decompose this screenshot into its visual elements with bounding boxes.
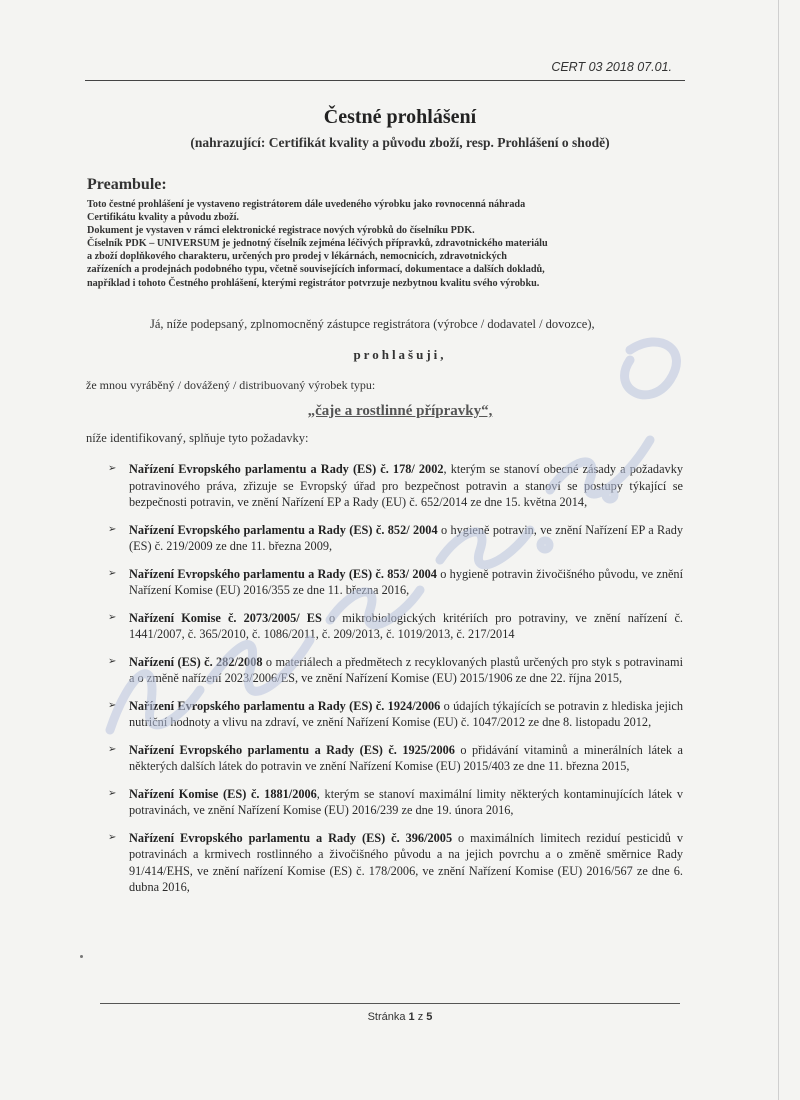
regulation-title: Nařízení Evropského parlamentu a Rady (ES) č. 1924/2006 — [129, 698, 441, 713]
requirements-list — [108, 461, 683, 907]
preamble-line: a zboží doplňkového charakteru, určených pro prodej v lékárnách, nemocnicích, zdravotnických — [87, 251, 507, 263]
regulation-text: o hygieně potravin, ve znění Nařízení EP a Rady (ES) č. 219/2009 ze dne 11. března 2009, — [129, 522, 684, 553]
list-item — [108, 522, 683, 555]
regulation-title: Nařízení Evropského parlamentu a Rady (ES) č. 853/ 2004 — [129, 566, 437, 581]
preamble-line: Toto čestné prohlášení je vystaveno registrátorem dále uvedeného výrobku jako rovnocenná náhrada — [87, 199, 526, 210]
page-label: Stránka — [367, 1011, 406, 1023]
arrow-bullet-icon: ➢ — [108, 523, 117, 535]
arrow-bullet-icon: ➢ — [108, 831, 117, 843]
regulation-title: Nařízení Evropského parlamentu a Rady (ES) č. 396/2005 — [129, 830, 453, 845]
list-item — [108, 786, 683, 819]
regulation-title: Nařízení Komise č. 2073/2005/ ES — [129, 610, 322, 625]
regulation-text: o hygieně potravin živočišného původu, ve znění Nařízení Komise (EU) 2016/355 ze dne 11. března 2016, — [129, 566, 683, 597]
arrow-bullet-icon: ➢ — [108, 463, 117, 474]
regulation-title: Nařízení Evropského parlamentu a Rady (ES) č. 178/ 2002 — [129, 462, 444, 476]
requirements-intro: níže identifikovaný, splňuje tyto požadavky: — [86, 431, 309, 445]
regulation-title: Nařízení Komise (ES) č. 1881/2006 — [129, 786, 317, 801]
regulation-title: Nařízení Evropského parlamentu a Rady (ES) č. 1925/2006 — [129, 742, 455, 757]
preamble-heading: Preambule: — [87, 176, 167, 193]
regulation-text: o údajích týkajících se potravin z hlediska jejich nutriční hodnoty a vlivu na zdraví, ve znění Nařízení Komise (EU) č. 1047/2012 ze dne 8. listopadu 2012, — [129, 698, 683, 729]
page-separator: z — [417, 1011, 424, 1023]
preamble-line: Certifikátu kvality a původu zboží. — [87, 212, 239, 224]
list-item — [108, 698, 683, 731]
list-item — [108, 610, 683, 643]
certificate-code: CERT 03 2018 07.01. — [551, 60, 672, 74]
preamble-line: například i tohoto Čestného prohlášení, kterými registrátor potvrzuje nezbytnou kvalitu svého výrobku. — [87, 277, 540, 289]
product-type-line: že mnou vyráběný / dovážený / distribuovaný výrobek typu: — [86, 378, 376, 392]
arrow-bullet-icon: ➢ — [108, 611, 117, 623]
page-total: 5 — [426, 1011, 433, 1023]
page-current: 1 — [408, 1011, 415, 1023]
list-item — [108, 566, 683, 599]
product-name: „čaje a rostlinné přípravky“, — [307, 403, 493, 419]
regulation-title: Nařízení Evropského parlamentu a Rady (ES) č. 852/ 2004 — [129, 522, 438, 537]
declarant-intro: Já, níže podepsaný, zplnomocněný zástupce registrátora (výrobce / dodavatel / dovozce), — [150, 317, 595, 331]
arrow-bullet-icon: ➢ — [108, 787, 117, 799]
page-number — [0, 1011, 800, 1023]
preamble-line: Dokument je vystaven v rámci elektronické registrace nových výrobků do číselníku PDK. — [87, 225, 475, 237]
regulation-text: o mikrobiologických kritériích pro potraviny, ve znění nařízení č. 1441/2007, č. 365/2010, č. 1086/2011, č. 209/2013, č. 1019/2013, č. 217/2014 — [129, 610, 683, 641]
regulation-text: o materiálech a předmětech z recyklovaných plastů určených pro styk s potravinami a o změně nařízení 2023/2006/ES, ve znění Nařízení Komise (EU) 2015/1906 ze dne 22. října 2015, — [129, 654, 683, 685]
arrow-bullet-icon: ➢ — [108, 567, 117, 579]
list-item — [108, 654, 683, 687]
list-item — [108, 742, 683, 775]
list-item — [108, 461, 683, 511]
regulation-text: o přidávání vitaminů a minerálních látek a některých dalších látek do potravin ve znění Nařízení Komise (EU) 2015/403 ze dne 11. března 2015, — [129, 742, 683, 773]
arrow-bullet-icon: ➢ — [108, 743, 117, 755]
preamble-line: Číselník PDK – UNIVERSUM je jednotný číselník zejména léčivých přípravků, zdravotnického materiálu — [87, 238, 548, 250]
arrow-bullet-icon: ➢ — [108, 699, 117, 711]
preamble-text — [87, 198, 687, 290]
scan-speck — [80, 955, 83, 958]
regulation-text: o maximálních limitech reziduí pesticidů v potravinách a krmivech rostlinného a živočišného původu a na jejich povrchu a o změně směrnice Rady 91/414/EHS, ve znění nařízení Komise (ES) č. 178/2006, ve znění Nařízení Komise (EU) 2016/567 ze dne 6. dubna 2016, — [129, 830, 683, 894]
footer-rule — [100, 1003, 680, 1004]
regulation-title: Nařízení (ES) č. 282/2008 — [129, 654, 263, 669]
arrow-bullet-icon: ➢ — [108, 655, 117, 667]
document-subtitle: (nahrazující: Certifikát kvality a původu zboží, resp. Prohlášení o shodě) — [190, 135, 610, 150]
document-title: Čestné prohlášení — [323, 106, 477, 128]
scan-edge-line — [778, 0, 779, 1100]
declaration-word: prohlašuji, — [353, 347, 447, 362]
preamble-line: zařízeních a prodejnách podobného typu, včetně souvisejících informací, dokumentace a dalších dokladů, — [87, 264, 545, 276]
list-item — [108, 830, 683, 896]
regulation-text: , kterým se stanoví maximální limity některých kontaminujících látek v potravinách, ve znění Nařízení Komise (EU) 2016/239 ze dne 19. února 2016, — [129, 786, 684, 817]
regulation-text: , kterým se stanoví obecné zásady a požadavky potravinového práva, zřizuje se Evropský úřad pro bezpečnost potravin a stanoví se postupy týkající se bezpečnosti potravin, ve znění Nařízení EP a Rady (EU) č. 652/2014 ze dne 15. května 2014, — [129, 462, 683, 509]
header-rule — [85, 80, 685, 81]
